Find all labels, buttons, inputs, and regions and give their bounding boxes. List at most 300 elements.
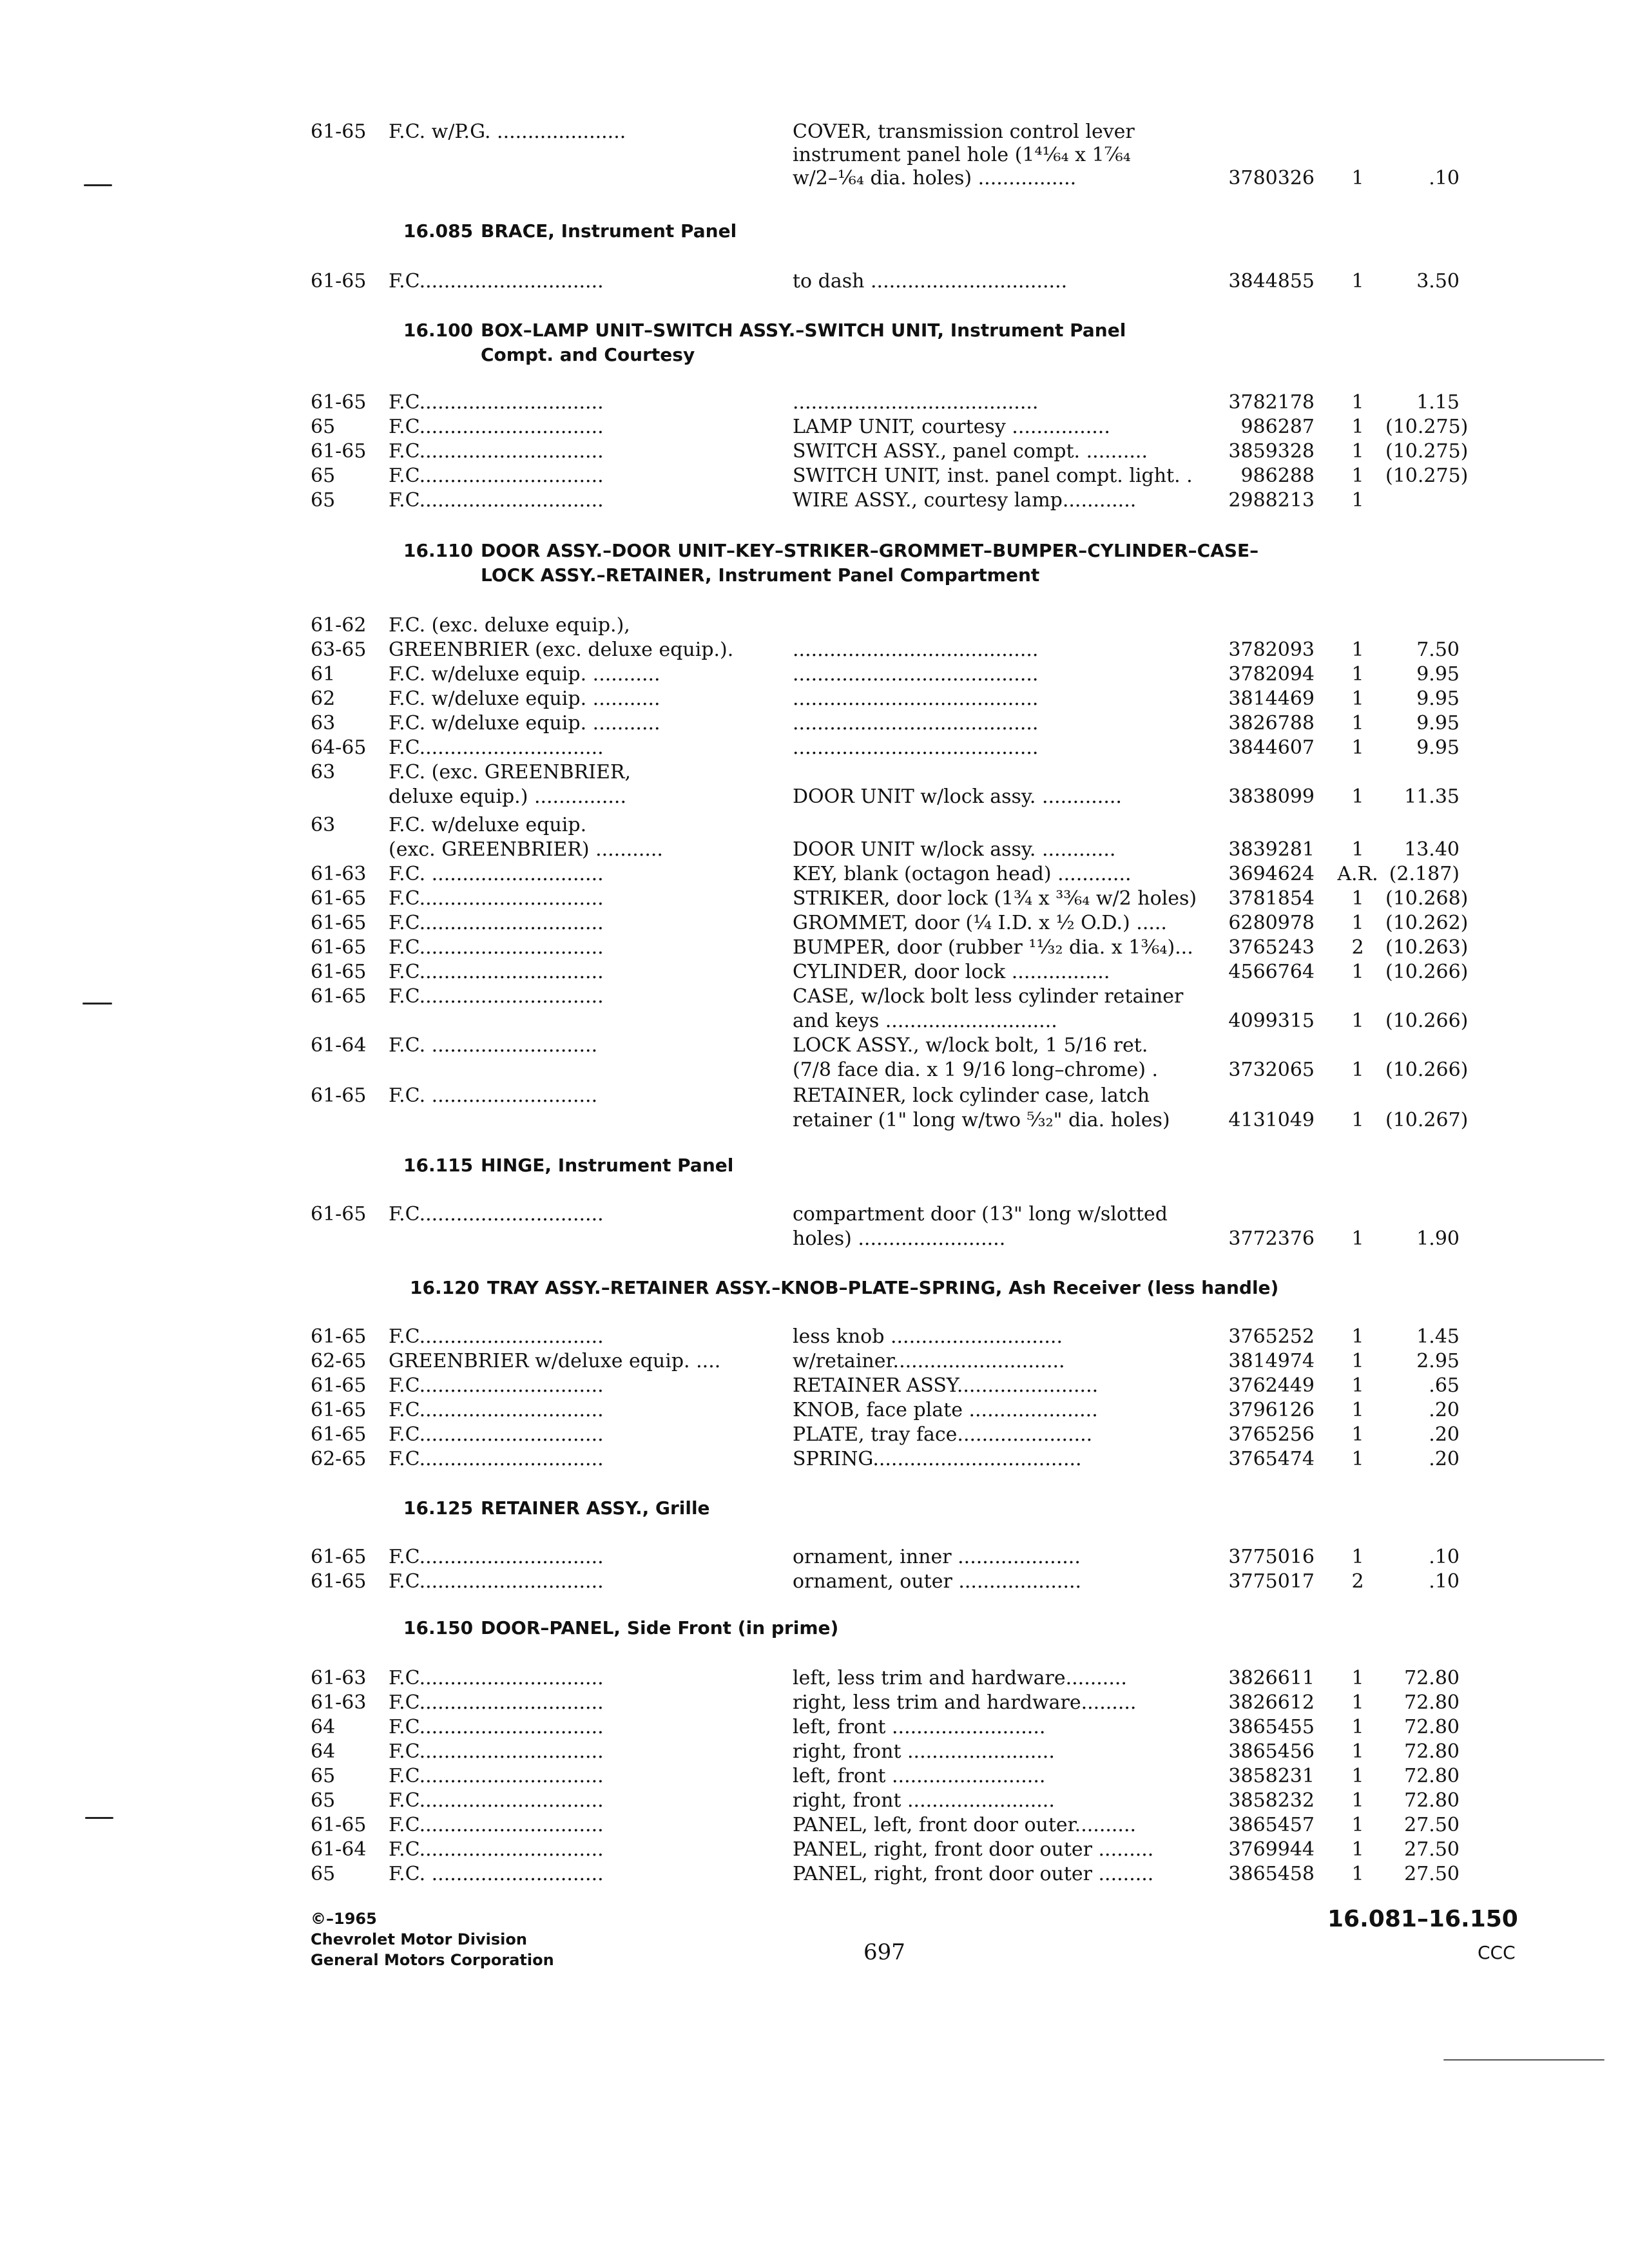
quantity: 1 (1351, 440, 1364, 463)
part-number: 3694624 (1228, 863, 1315, 885)
model-application: F.C.............................. (389, 1448, 604, 1470)
model-years: 61-65 (311, 391, 367, 414)
edge-line (1443, 2059, 1605, 2061)
quantity: 1 (1351, 1448, 1364, 1470)
model-application: F.C.............................. (389, 1546, 604, 1568)
part-description: DOOR UNIT w/lock assy. ............ (793, 838, 1116, 861)
quantity: 1 (1351, 1814, 1364, 1836)
part-row (0, 166, 1629, 193)
price-or-group: (2.187) (1389, 863, 1460, 885)
price-or-group: 11.35 (1404, 785, 1460, 808)
part-description: left, front ......................... (793, 1765, 1046, 1787)
quantity: 1 (1351, 1399, 1364, 1421)
part-number: 3839281 (1228, 838, 1315, 861)
model-years: 65 (311, 1765, 336, 1787)
model-application: F.C.............................. (389, 912, 604, 934)
model-application: F.C.............................. (389, 1740, 604, 1763)
part-number: 3775016 (1228, 1546, 1315, 1568)
quantity: 1 (1351, 1325, 1364, 1348)
model-years: 61-63 (311, 1691, 367, 1714)
section-title: BRACE, Instrument Panel (481, 220, 737, 242)
part-row (0, 936, 1629, 963)
part-description: to dash ................................ (793, 270, 1068, 293)
margin-mark (85, 1817, 113, 1819)
part-row (0, 887, 1629, 914)
quantity: 1 (1351, 1227, 1364, 1250)
part-number: 3814469 (1228, 687, 1315, 710)
part-number: 3732065 (1228, 1059, 1315, 1081)
section-header (403, 1496, 1499, 1521)
price-or-group: (10.275) (1385, 465, 1469, 487)
section-header (403, 1153, 1499, 1178)
model-years: 65 (311, 1863, 336, 1885)
part-row (0, 1227, 1629, 1254)
model-years: 61-65 (311, 440, 367, 463)
section-header (403, 219, 1499, 244)
part-number: 3865456 (1228, 1740, 1315, 1763)
price-or-group: (10.266) (1385, 1010, 1469, 1032)
part-description: CASE, w/lock bolt less cylinder retainer (793, 985, 1184, 1008)
price-or-group: 72.80 (1404, 1765, 1460, 1787)
part-number: 3865455 (1228, 1716, 1315, 1738)
part-description: ........................................ (793, 391, 1039, 414)
model-years: 61 (311, 663, 336, 686)
model-application: F.C.............................. (389, 489, 604, 512)
part-description: PANEL, right, front door outer ......... (793, 1863, 1154, 1885)
part-number: 3844607 (1228, 736, 1315, 759)
model-years: 61-65 (311, 887, 367, 910)
quantity: 1 (1351, 1765, 1364, 1787)
price-or-group: .20 (1429, 1399, 1460, 1421)
part-row (0, 638, 1629, 665)
model-application: F.C. ............................ (389, 863, 604, 885)
quantity: 1 (1351, 838, 1364, 861)
part-row (0, 785, 1629, 812)
model-years: 65 (311, 416, 336, 438)
model-application: F.C.............................. (389, 440, 604, 463)
model-application: F.C.............................. (389, 1838, 604, 1861)
model-years: 61-65 (311, 120, 367, 143)
model-years: 62 (311, 687, 336, 710)
part-description: right, less trim and hardware......... (793, 1691, 1137, 1714)
model-years: 61-65 (311, 1814, 367, 1836)
part-row (0, 1862, 1629, 1889)
section-title: BOX–LAMP UNIT–SWITCH ASSY.–SWITCH UNIT, Instrument Panel (481, 320, 1126, 341)
model-years: 63-65 (311, 639, 367, 661)
part-row (0, 1764, 1629, 1791)
part-description: PLATE, tray face...................... (793, 1423, 1093, 1446)
model-application: deluxe equip.) ............... (389, 785, 626, 808)
model-application: F.C.............................. (389, 1691, 604, 1714)
part-row (0, 862, 1629, 889)
model-years: 64 (311, 1740, 336, 1763)
price-or-group: 9.95 (1416, 736, 1460, 759)
page-number: 697 (863, 1939, 905, 1965)
quantity: 1 (1351, 887, 1364, 910)
part-number: 3782094 (1228, 663, 1315, 686)
quantity: 1 (1351, 1863, 1364, 1885)
part-number: 3865458 (1228, 1863, 1315, 1885)
model-years: 63 (311, 814, 336, 836)
model-application: F.C. w/deluxe equip. (389, 814, 587, 836)
margin-mark (82, 1003, 112, 1004)
price-or-group: 27.50 (1404, 1838, 1460, 1861)
model-application: F.C. w/P.G. ..................... (389, 120, 626, 143)
part-number: 3765243 (1228, 936, 1315, 959)
price-or-group: 72.80 (1404, 1667, 1460, 1689)
model-application: F.C.............................. (389, 1570, 604, 1593)
quantity: 1 (1351, 465, 1364, 487)
part-number: 3838099 (1228, 785, 1315, 808)
part-description: KNOB, face plate ..................... (793, 1399, 1098, 1421)
section-number: 16.100 (403, 320, 474, 341)
part-description: (7/8 face dia. x 1 9/16 long–chrome) . (793, 1059, 1159, 1081)
model-application: F.C. w/deluxe equip. ........... (389, 687, 660, 710)
section-range: 16.081–16.150 (1327, 1906, 1518, 1932)
model-application: F.C.............................. (389, 465, 604, 487)
part-description: LOCK ASSY., w/lock bolt, 1 5/16 ret. (793, 1034, 1148, 1057)
part-description: GROMMET, door (¹⁄₄ I.D. x ¹⁄₂ O.D.) ..... (793, 912, 1167, 934)
model-years: 61-65 (311, 1570, 367, 1593)
part-row (0, 1325, 1629, 1352)
price-or-group: .10 (1429, 167, 1460, 189)
part-number: 4131049 (1228, 1109, 1315, 1131)
part-description: ........................................ (793, 639, 1039, 661)
price-or-group: 72.80 (1404, 1789, 1460, 1812)
part-number: 3796126 (1228, 1399, 1315, 1421)
part-row (0, 439, 1629, 466)
part-row (0, 736, 1629, 763)
price-or-group: (10.262) (1385, 912, 1469, 934)
price-or-group: .10 (1429, 1570, 1460, 1593)
part-row (0, 813, 1629, 840)
price-or-group: (10.263) (1385, 936, 1469, 959)
part-row (0, 1545, 1629, 1572)
quantity: 1 (1351, 712, 1364, 735)
model-years: 61-65 (311, 936, 367, 959)
margin-mark (84, 184, 112, 186)
price-or-group: 3.50 (1416, 270, 1460, 293)
section-number: 16.125 (403, 1497, 474, 1519)
model-years: 61-63 (311, 1667, 367, 1689)
quantity: 1 (1351, 639, 1364, 661)
model-application: F.C.............................. (389, 1789, 604, 1812)
model-application: F.C.............................. (389, 1716, 604, 1738)
part-description: WIRE ASSY., courtesy lamp............ (793, 489, 1137, 512)
section-header (403, 1616, 1499, 1640)
part-number: 3765252 (1228, 1325, 1315, 1348)
part-number: 6280978 (1228, 912, 1315, 934)
part-number: 3782178 (1228, 391, 1315, 414)
price-or-group: 7.50 (1416, 639, 1460, 661)
part-description: retainer (1" long w/two ⁵⁄₃₂" dia. holes) (793, 1109, 1170, 1131)
quantity: 1 (1351, 1109, 1364, 1131)
part-row (0, 662, 1629, 689)
part-description: KEY, blank (octagon head) ............ (793, 863, 1132, 885)
quantity: 1 (1351, 1423, 1364, 1446)
part-row (0, 911, 1629, 938)
model-years: 61-65 (311, 1546, 367, 1568)
model-application: GREENBRIER (exc. deluxe equip.). (389, 639, 734, 661)
model-years: 61-65 (311, 1399, 367, 1421)
quantity: 1 (1351, 1740, 1364, 1763)
price-or-group: (10.267) (1385, 1109, 1469, 1131)
part-row (0, 1398, 1629, 1425)
price-or-group: 9.95 (1416, 663, 1460, 686)
part-number: 3814974 (1228, 1350, 1315, 1372)
price-or-group: 1.90 (1416, 1227, 1460, 1250)
part-number: 3859328 (1228, 440, 1315, 463)
part-description: RETAINER ASSY....................... (793, 1374, 1099, 1397)
model-application: F.C. (exc. deluxe equip.), (389, 614, 630, 637)
part-description: ornament, outer .................... (793, 1570, 1082, 1593)
quantity: 1 (1351, 1667, 1364, 1689)
quantity: 1 (1351, 270, 1364, 293)
price-or-group: 9.95 (1416, 712, 1460, 735)
model-years: 61-65 (311, 1374, 367, 1397)
part-number: 3826788 (1228, 712, 1315, 735)
part-description: w/2–¹⁄₆₄ dia. holes) ................ (793, 167, 1077, 189)
model-years: 61-65 (311, 1084, 367, 1107)
quantity: 2 (1351, 936, 1364, 959)
part-row (0, 488, 1629, 515)
part-description: instrument panel hole (1⁴¹⁄₆₄ x 1⁷⁄₆₄ (793, 144, 1131, 166)
part-row (0, 1447, 1629, 1474)
part-row (0, 464, 1629, 491)
model-application: (exc. GREENBRIER) ........... (389, 838, 663, 861)
footer-division: Chevrolet Motor Division (311, 1930, 527, 1948)
model-application: F.C.............................. (389, 961, 604, 983)
part-row (0, 1108, 1629, 1135)
part-number: 4099315 (1228, 1010, 1315, 1032)
model-years: 62-65 (311, 1350, 367, 1372)
section-header (403, 318, 1499, 343)
price-or-group: (10.275) (1385, 416, 1469, 438)
model-application: F.C.............................. (389, 936, 604, 959)
quantity: 1 (1351, 1059, 1364, 1081)
model-application: F.C.............................. (389, 1765, 604, 1787)
model-years: 61-65 (311, 912, 367, 934)
part-row (0, 760, 1629, 787)
part-row (0, 1838, 1629, 1865)
part-row (0, 1349, 1629, 1376)
price-or-group: .65 (1429, 1374, 1460, 1397)
part-description: SPRING.................................. (793, 1448, 1082, 1470)
model-application: F.C.............................. (389, 270, 604, 293)
part-description: BUMPER, door (rubber ¹¹⁄₃₂ dia. x 1³⁄₆₄)... (793, 936, 1193, 959)
model-application: F.C.............................. (389, 1325, 604, 1348)
price-or-group: .10 (1429, 1546, 1460, 1568)
quantity: 1 (1351, 391, 1364, 414)
price-or-group: 72.80 (1404, 1716, 1460, 1738)
quantity: 1 (1351, 1010, 1364, 1032)
part-row (0, 1202, 1629, 1229)
model-years: 64-65 (311, 736, 367, 759)
model-application: F.C. ............................ (389, 1863, 604, 1885)
model-years: 63 (311, 712, 336, 735)
section-title-continued: Compt. and Courtesy (481, 344, 695, 365)
model-application: F.C.............................. (389, 1667, 604, 1689)
part-description: right, front ........................ (793, 1740, 1055, 1763)
quantity: 1 (1351, 663, 1364, 686)
section-title: TRAY ASSY.–RETAINER ASSY.–KNOB–PLATE–SPRING, Ash Receiver (less handle) (487, 1277, 1279, 1298)
model-years: 61-65 (311, 1203, 367, 1225)
price-or-group: 1.15 (1416, 391, 1460, 414)
model-years: 61-64 (311, 1034, 367, 1057)
model-application: F.C. w/deluxe equip. ........... (389, 663, 660, 686)
part-description: ........................................ (793, 687, 1039, 710)
part-description: DOOR UNIT w/lock assy. ............. (793, 785, 1122, 808)
price-or-group: 9.95 (1416, 687, 1460, 710)
section-title-continued: LOCK ASSY.–RETAINER, Instrument Panel Compartment (481, 564, 1040, 586)
part-row (0, 415, 1629, 442)
model-application: F.C. ........................... (389, 1084, 598, 1107)
part-row (0, 1423, 1629, 1450)
model-application: F.C.............................. (389, 1814, 604, 1836)
part-description: SWITCH UNIT, inst. panel compt. light. . (793, 465, 1193, 487)
model-application: F.C. ........................... (389, 1034, 598, 1057)
part-number: 3781854 (1228, 887, 1315, 910)
part-description: compartment door (13" long w/slotted (793, 1203, 1168, 1225)
model-application: F.C.............................. (389, 1423, 604, 1446)
part-number: 3865457 (1228, 1814, 1315, 1836)
part-row (0, 1033, 1629, 1061)
part-row (0, 613, 1629, 640)
quantity: 1 (1351, 489, 1364, 512)
quantity: A.R. (1337, 863, 1378, 885)
part-row (0, 1009, 1629, 1036)
section-number: 16.110 (403, 540, 474, 561)
part-number: 3775017 (1228, 1570, 1315, 1593)
part-number: 3826611 (1228, 1667, 1315, 1689)
part-description: less knob ............................ (793, 1325, 1063, 1348)
model-years: 61-65 (311, 1423, 367, 1446)
part-description: STRIKER, door lock (1³⁄₄ x ³³⁄₆₄ w/2 holes) (793, 887, 1197, 910)
quantity: 1 (1351, 1838, 1364, 1861)
part-description: ornament, inner .................... (793, 1546, 1081, 1568)
price-or-group: .20 (1429, 1448, 1460, 1470)
model-years: 61-63 (311, 863, 367, 885)
part-row (0, 838, 1629, 865)
price-or-group: .20 (1429, 1423, 1460, 1446)
part-number: 3769944 (1228, 1838, 1315, 1861)
part-row (0, 1813, 1629, 1840)
quantity: 1 (1351, 1716, 1364, 1738)
model-application: F.C.............................. (389, 736, 604, 759)
part-row (0, 1058, 1629, 1085)
price-or-group: 72.80 (1404, 1740, 1460, 1763)
part-description: PANEL, left, front door outer.......... (793, 1814, 1137, 1836)
model-years: 65 (311, 465, 336, 487)
model-application: GREENBRIER w/deluxe equip. .... (389, 1350, 721, 1372)
part-number: 3780326 (1228, 167, 1315, 189)
model-years: 65 (311, 1789, 336, 1812)
section-number: 16.115 (403, 1155, 474, 1176)
price-or-group: 1.45 (1416, 1325, 1460, 1348)
price-or-group: 13.40 (1404, 838, 1460, 861)
part-number: 3858231 (1228, 1765, 1315, 1787)
model-years: 65 (311, 489, 336, 512)
part-row (0, 960, 1629, 987)
part-number: 2988213 (1228, 489, 1315, 512)
section-header (403, 539, 1499, 563)
section-number: 16.085 (403, 220, 474, 242)
part-row (0, 1740, 1629, 1767)
part-row (0, 1374, 1629, 1401)
quantity: 1 (1351, 1546, 1364, 1568)
quantity: 1 (1351, 687, 1364, 710)
model-years: 61-62 (311, 614, 367, 637)
part-description: SWITCH ASSY., panel compt. .......... (793, 440, 1148, 463)
part-number: 4566764 (1228, 961, 1315, 983)
part-description: ........................................ (793, 736, 1039, 759)
model-years: 61-65 (311, 985, 367, 1008)
price-or-group: 2.95 (1416, 1350, 1460, 1372)
part-number: 986287 (1240, 416, 1315, 438)
part-description: CYLINDER, door lock ................ (793, 961, 1110, 983)
footer-corporation: General Motors Corporation (311, 1951, 554, 1969)
part-number: 3765474 (1228, 1448, 1315, 1470)
part-row (0, 390, 1629, 418)
section-title: RETAINER ASSY., Grille (481, 1497, 710, 1519)
quantity: 1 (1351, 736, 1364, 759)
model-years: 61-64 (311, 1838, 367, 1861)
model-application: F.C. w/deluxe equip. ........... (389, 712, 660, 735)
part-row (0, 1084, 1629, 1111)
model-application: F.C.............................. (389, 1399, 604, 1421)
price-or-group: (10.275) (1385, 440, 1469, 463)
model-years: 64 (311, 1716, 336, 1738)
part-number: 3772376 (1228, 1227, 1315, 1250)
model-years: 61-65 (311, 961, 367, 983)
section-number: 16.150 (403, 1617, 474, 1639)
part-number: 3765256 (1228, 1423, 1315, 1446)
part-description: PANEL, right, front door outer ......... (793, 1838, 1154, 1861)
quantity: 1 (1351, 1789, 1364, 1812)
price-or-group: 27.50 (1404, 1863, 1460, 1885)
part-description: and keys ............................ (793, 1010, 1057, 1032)
part-description: left, less trim and hardware.......... (793, 1667, 1127, 1689)
quantity: 1 (1351, 785, 1364, 808)
part-row (0, 1570, 1629, 1597)
footer-copyright: ©–1965 (311, 1910, 377, 1928)
part-number: 3858232 (1228, 1789, 1315, 1812)
price-or-group: 72.80 (1404, 1691, 1460, 1714)
model-application: F.C.............................. (389, 887, 604, 910)
part-description: COVER, transmission control lever (793, 120, 1135, 143)
model-application: F.C.............................. (389, 391, 604, 414)
part-description: ........................................ (793, 663, 1039, 686)
quantity: 1 (1351, 1374, 1364, 1397)
price-or-group: (10.268) (1385, 887, 1469, 910)
part-number: 986288 (1240, 465, 1315, 487)
price-or-group: (10.266) (1385, 961, 1469, 983)
quantity: 2 (1351, 1570, 1364, 1593)
part-description: ........................................ (793, 712, 1039, 735)
part-number: 3782093 (1228, 639, 1315, 661)
part-row (0, 687, 1629, 714)
quantity: 1 (1351, 1350, 1364, 1372)
model-application: F.C. (exc. GREENBRIER, (389, 761, 631, 783)
model-years: 61-65 (311, 270, 367, 293)
section-number: 16.120 (410, 1277, 480, 1298)
quantity: 1 (1351, 912, 1364, 934)
quantity: 1 (1351, 416, 1364, 438)
section-title: DOOR–PANEL, Side Front (in prime) (481, 1617, 839, 1639)
part-description: w/retainer............................ (793, 1350, 1065, 1372)
section-title: HINGE, Instrument Panel (481, 1155, 734, 1176)
section-title: DOOR ASSY.–DOOR UNIT–KEY–STRIKER–GROMMET–BUMPER–CYLINDER–CASE– (481, 540, 1259, 561)
